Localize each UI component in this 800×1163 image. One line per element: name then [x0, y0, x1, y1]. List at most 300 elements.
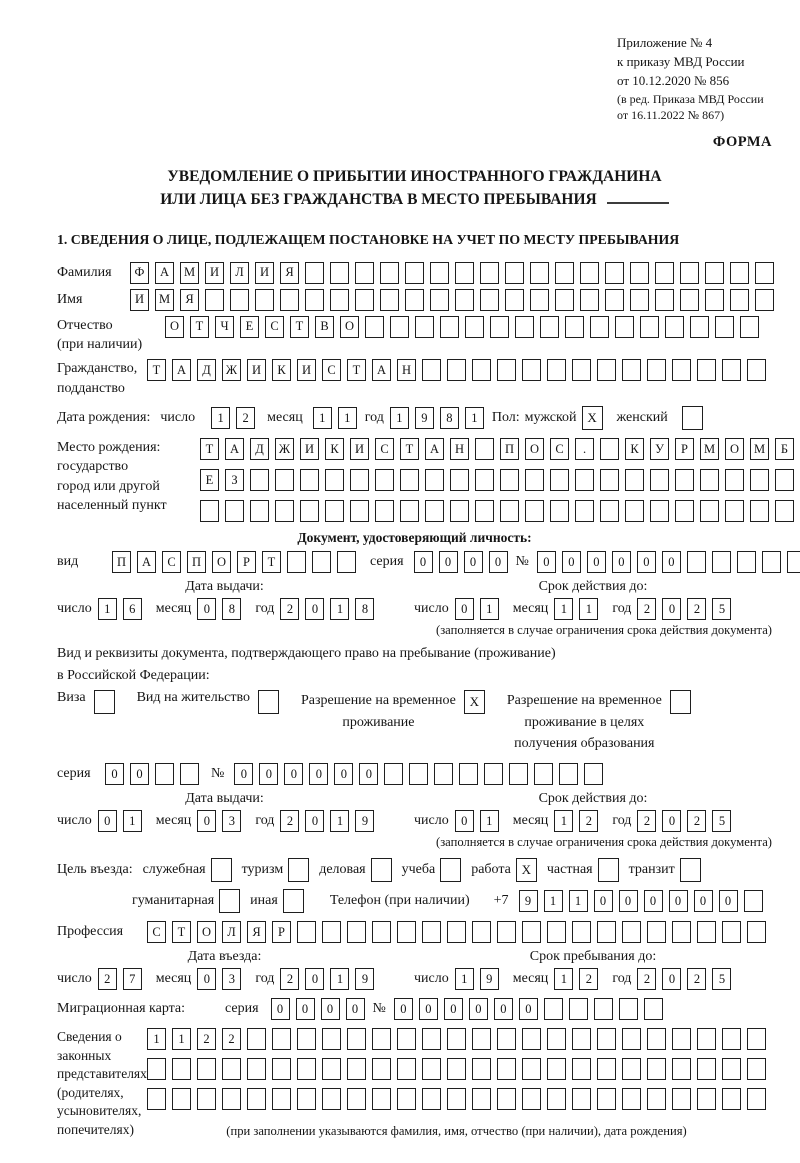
birth-place-cell[interactable] — [500, 469, 519, 491]
birth-place-cell[interactable] — [425, 469, 444, 491]
given-name-cell[interactable] — [505, 289, 524, 311]
entry-year-cell[interactable]: 1 — [330, 968, 349, 990]
birth-year-cell[interactable]: 9 — [415, 407, 434, 429]
doc-number-cell[interactable] — [712, 551, 731, 573]
birth-place-cell[interactable] — [750, 500, 769, 522]
patronymic-cell[interactable] — [540, 316, 559, 338]
given-name-cell[interactable] — [405, 289, 424, 311]
representatives-cell[interactable] — [447, 1058, 466, 1080]
representatives-cell[interactable] — [497, 1028, 516, 1050]
representatives-cell[interactable] — [147, 1058, 166, 1080]
given-name-cell[interactable] — [655, 289, 674, 311]
representatives-cell[interactable] — [697, 1028, 716, 1050]
birth-place-cell[interactable] — [625, 500, 644, 522]
doc-kind-cell[interactable]: Р — [237, 551, 256, 573]
surname-cell[interactable] — [655, 262, 674, 284]
migration-series-cell[interactable]: 0 — [271, 998, 290, 1020]
issue-year-cell[interactable]: 2 — [280, 598, 299, 620]
residence-valid-year-cell[interactable]: 0 — [662, 810, 681, 832]
phone-digit-cell[interactable]: 1 — [569, 890, 588, 912]
representatives-cell[interactable] — [472, 1028, 491, 1050]
representatives-cell[interactable] — [272, 1028, 291, 1050]
patronymic-cell[interactable]: Т — [190, 316, 209, 338]
representatives-cell[interactable] — [547, 1028, 566, 1050]
representatives-cell[interactable] — [672, 1058, 691, 1080]
representatives-cell[interactable] — [547, 1058, 566, 1080]
doc-number-cell[interactable] — [737, 551, 756, 573]
residence-number-cell[interactable] — [484, 763, 503, 785]
entry-year-cell[interactable]: 0 — [305, 968, 324, 990]
given-name-cell[interactable] — [630, 289, 649, 311]
purpose-work-checkbox-cell[interactable]: X — [516, 858, 537, 882]
phone-digit-cell[interactable] — [744, 890, 763, 912]
doc-number-cell[interactable]: 0 — [562, 551, 581, 573]
birth-place-cell[interactable] — [575, 469, 594, 491]
citizenship-cell[interactable]: Д — [197, 359, 216, 381]
birth-month-cell[interactable]: 1 — [338, 407, 357, 429]
doc-number-cell[interactable] — [762, 551, 781, 573]
representatives-cell[interactable] — [622, 1028, 641, 1050]
birth-place-cell[interactable] — [600, 469, 619, 491]
representatives-cell[interactable] — [497, 1088, 516, 1110]
birth-place-cell[interactable] — [625, 469, 644, 491]
profession-cell[interactable] — [747, 921, 766, 943]
valid-year-cell[interactable]: 2 — [637, 598, 656, 620]
migration-number-cell[interactable]: 0 — [469, 998, 488, 1020]
birth-place-cell[interactable]: С — [375, 438, 394, 460]
representatives-cell[interactable] — [747, 1088, 766, 1110]
birth-place-cell[interactable]: И — [300, 438, 319, 460]
representatives-cell[interactable] — [622, 1058, 641, 1080]
birth-place-cell[interactable] — [600, 500, 619, 522]
birth-place-cell[interactable]: И — [350, 438, 369, 460]
residence-number-cell[interactable]: 0 — [334, 763, 353, 785]
profession-cell[interactable] — [322, 921, 341, 943]
surname-cell[interactable]: И — [255, 262, 274, 284]
migration-number-cell[interactable] — [569, 998, 588, 1020]
given-name-cell[interactable] — [380, 289, 399, 311]
given-name-cell[interactable] — [430, 289, 449, 311]
migration-number-cell[interactable]: 0 — [519, 998, 538, 1020]
representatives-cell[interactable] — [522, 1028, 541, 1050]
birth-place-cell[interactable] — [225, 500, 244, 522]
birth-place-cell[interactable]: П — [500, 438, 519, 460]
representatives-cell[interactable] — [197, 1058, 216, 1080]
doc-number-cell[interactable]: 0 — [662, 551, 681, 573]
birth-place-cell[interactable]: С — [550, 438, 569, 460]
representatives-cell[interactable] — [597, 1028, 616, 1050]
doc-kind-cell[interactable]: О — [212, 551, 231, 573]
issue-year-cell[interactable]: 1 — [330, 598, 349, 620]
profession-cell[interactable] — [347, 921, 366, 943]
phone-digit-cell[interactable]: 0 — [669, 890, 688, 912]
birth-place-cell[interactable] — [525, 469, 544, 491]
residence-number-cell[interactable] — [384, 763, 403, 785]
doc-series-cell[interactable]: 0 — [414, 551, 433, 573]
given-name-cell[interactable]: М — [155, 289, 174, 311]
purpose-tourism-checkbox-cell[interactable] — [288, 858, 309, 882]
given-name-cell[interactable] — [280, 289, 299, 311]
birth-year-cell[interactable]: 1 — [465, 407, 484, 429]
phone-digit-cell[interactable]: 9 — [519, 890, 538, 912]
birth-place-cell[interactable]: А — [425, 438, 444, 460]
valid-day-cell[interactable]: 1 — [480, 598, 499, 620]
patronymic-cell[interactable]: О — [165, 316, 184, 338]
surname-cell[interactable] — [605, 262, 624, 284]
profession-cell[interactable] — [547, 921, 566, 943]
birth-year-cell[interactable]: 1 — [390, 407, 409, 429]
migration-number-cell[interactable]: 0 — [394, 998, 413, 1020]
citizenship-cell[interactable]: Т — [147, 359, 166, 381]
representatives-cell[interactable] — [572, 1058, 591, 1080]
residence-issue-month-cell[interactable]: 0 — [197, 810, 216, 832]
surname-cell[interactable] — [480, 262, 499, 284]
birth-place-cell[interactable]: Н — [450, 438, 469, 460]
profession-cell[interactable]: О — [197, 921, 216, 943]
birth-place-cell[interactable] — [725, 469, 744, 491]
representatives-cell[interactable] — [347, 1058, 366, 1080]
birth-place-cell[interactable] — [600, 438, 619, 460]
representatives-cell[interactable] — [522, 1058, 541, 1080]
representatives-cell[interactable] — [422, 1088, 441, 1110]
male-checkbox-cell[interactable]: X — [582, 406, 603, 430]
doc-series-cell[interactable]: 0 — [439, 551, 458, 573]
profession-cell[interactable]: С — [147, 921, 166, 943]
residence-number-cell[interactable]: 0 — [359, 763, 378, 785]
profession-cell[interactable] — [622, 921, 641, 943]
birth-place-cell[interactable] — [350, 469, 369, 491]
representatives-cell[interactable] — [397, 1058, 416, 1080]
birth-place-cell[interactable] — [300, 469, 319, 491]
entry-month-cell[interactable]: 3 — [222, 968, 241, 990]
profession-cell[interactable] — [697, 921, 716, 943]
purpose-private-checkbox-cell[interactable] — [598, 858, 619, 882]
representatives-cell[interactable] — [722, 1088, 741, 1110]
representatives-cell[interactable] — [147, 1088, 166, 1110]
residence-valid-year-cell[interactable]: 2 — [637, 810, 656, 832]
patronymic-cell[interactable] — [740, 316, 759, 338]
profession-cell[interactable] — [672, 921, 691, 943]
birth-place-cell[interactable] — [375, 500, 394, 522]
representatives-cell[interactable]: 2 — [222, 1028, 241, 1050]
birth-place-cell[interactable] — [325, 500, 344, 522]
profession-cell[interactable] — [447, 921, 466, 943]
representatives-cell[interactable] — [622, 1088, 641, 1110]
representatives-cell[interactable] — [172, 1058, 191, 1080]
temp-residence-checkbox-cell[interactable]: X — [464, 690, 485, 714]
representatives-cell[interactable] — [697, 1088, 716, 1110]
doc-number-cell[interactable]: 0 — [612, 551, 631, 573]
birth-place-cell[interactable] — [550, 500, 569, 522]
birth-place-cell[interactable] — [200, 500, 219, 522]
birth-place-cell[interactable] — [300, 500, 319, 522]
profession-cell[interactable]: Л — [222, 921, 241, 943]
birth-place-cell[interactable]: Т — [200, 438, 219, 460]
representatives-cell[interactable] — [597, 1088, 616, 1110]
representatives-cell[interactable] — [422, 1058, 441, 1080]
representatives-cell[interactable] — [172, 1088, 191, 1110]
residence-issue-year-cell[interactable]: 0 — [305, 810, 324, 832]
surname-cell[interactable] — [680, 262, 699, 284]
birth-place-cell[interactable] — [475, 438, 494, 460]
citizenship-cell[interactable]: А — [372, 359, 391, 381]
surname-cell[interactable] — [305, 262, 324, 284]
birth-place-cell[interactable] — [725, 500, 744, 522]
valid-year-cell[interactable]: 5 — [712, 598, 731, 620]
residence-valid-day-cell[interactable]: 1 — [480, 810, 499, 832]
profession-cell[interactable] — [372, 921, 391, 943]
representatives-cell[interactable] — [647, 1088, 666, 1110]
valid-month-cell[interactable]: 1 — [579, 598, 598, 620]
surname-cell[interactable] — [555, 262, 574, 284]
doc-kind-cell[interactable]: П — [112, 551, 131, 573]
residence-series-cell[interactable]: 0 — [130, 763, 149, 785]
citizenship-cell[interactable] — [697, 359, 716, 381]
doc-series-cell[interactable]: 0 — [489, 551, 508, 573]
profession-cell[interactable] — [297, 921, 316, 943]
given-name-cell[interactable] — [455, 289, 474, 311]
phone-digit-cell[interactable]: 0 — [694, 890, 713, 912]
representatives-cell[interactable] — [322, 1028, 341, 1050]
birth-place-cell[interactable] — [450, 469, 469, 491]
representatives-cell[interactable] — [247, 1028, 266, 1050]
birth-place-cell[interactable] — [650, 469, 669, 491]
stay-year-cell[interactable]: 2 — [637, 968, 656, 990]
surname-cell[interactable] — [530, 262, 549, 284]
patronymic-cell[interactable] — [390, 316, 409, 338]
stay-day-cell[interactable]: 1 — [455, 968, 474, 990]
representatives-cell[interactable]: 2 — [197, 1028, 216, 1050]
migration-number-cell[interactable]: 0 — [494, 998, 513, 1020]
citizenship-cell[interactable] — [747, 359, 766, 381]
doc-kind-cell[interactable]: Т — [262, 551, 281, 573]
given-name-cell[interactable] — [255, 289, 274, 311]
citizenship-cell[interactable] — [597, 359, 616, 381]
representatives-cell[interactable] — [397, 1028, 416, 1050]
patronymic-cell[interactable] — [565, 316, 584, 338]
stay-month-cell[interactable]: 2 — [579, 968, 598, 990]
surname-cell[interactable]: Я — [280, 262, 299, 284]
representatives-cell[interactable] — [447, 1028, 466, 1050]
surname-cell[interactable]: И — [205, 262, 224, 284]
phone-digit-cell[interactable]: 1 — [544, 890, 563, 912]
birth-place-cell[interactable] — [500, 500, 519, 522]
citizenship-cell[interactable]: И — [247, 359, 266, 381]
birth-place-cell[interactable]: Б — [775, 438, 794, 460]
birth-place-cell[interactable]: Д — [250, 438, 269, 460]
profession-cell[interactable] — [497, 921, 516, 943]
given-name-cell[interactable]: Я — [180, 289, 199, 311]
surname-cell[interactable] — [580, 262, 599, 284]
migration-series-cell[interactable]: 0 — [296, 998, 315, 1020]
patronymic-cell[interactable]: Е — [240, 316, 259, 338]
patronymic-cell[interactable] — [440, 316, 459, 338]
doc-kind-cell[interactable] — [312, 551, 331, 573]
surname-cell[interactable] — [355, 262, 374, 284]
surname-cell[interactable]: Ф — [130, 262, 149, 284]
representatives-cell[interactable] — [672, 1088, 691, 1110]
entry-year-cell[interactable]: 2 — [280, 968, 299, 990]
surname-cell[interactable] — [630, 262, 649, 284]
purpose-transit-checkbox-cell[interactable] — [680, 858, 701, 882]
visa-checkbox-cell[interactable] — [94, 690, 115, 714]
birth-place-cell[interactable]: М — [700, 438, 719, 460]
entry-month-cell[interactable]: 0 — [197, 968, 216, 990]
doc-kind-cell[interactable] — [287, 551, 306, 573]
doc-number-cell[interactable] — [787, 551, 800, 573]
birth-place-cell[interactable] — [775, 469, 794, 491]
stay-year-cell[interactable]: 0 — [662, 968, 681, 990]
patronymic-cell[interactable] — [515, 316, 534, 338]
doc-kind-cell[interactable]: С — [162, 551, 181, 573]
stay-month-cell[interactable]: 1 — [554, 968, 573, 990]
doc-kind-cell[interactable] — [337, 551, 356, 573]
citizenship-cell[interactable] — [422, 359, 441, 381]
issue-year-cell[interactable]: 0 — [305, 598, 324, 620]
birth-place-cell[interactable]: . — [575, 438, 594, 460]
residence-number-cell[interactable]: 0 — [309, 763, 328, 785]
surname-cell[interactable] — [405, 262, 424, 284]
representatives-cell[interactable] — [372, 1088, 391, 1110]
patronymic-cell[interactable]: Ч — [215, 316, 234, 338]
birth-day-cell[interactable]: 2 — [236, 407, 255, 429]
birth-place-cell[interactable]: К — [325, 438, 344, 460]
doc-number-cell[interactable]: 0 — [637, 551, 656, 573]
migration-number-cell[interactable] — [644, 998, 663, 1020]
residence-number-cell[interactable] — [509, 763, 528, 785]
residence-valid-day-cell[interactable]: 0 — [455, 810, 474, 832]
representatives-cell[interactable] — [647, 1058, 666, 1080]
profession-cell[interactable] — [572, 921, 591, 943]
birth-place-cell[interactable] — [400, 500, 419, 522]
patronymic-cell[interactable] — [365, 316, 384, 338]
patronymic-cell[interactable] — [415, 316, 434, 338]
patronymic-cell[interactable] — [590, 316, 609, 338]
representatives-cell[interactable] — [322, 1058, 341, 1080]
phone-digit-cell[interactable]: 0 — [594, 890, 613, 912]
migration-number-cell[interactable] — [619, 998, 638, 1020]
birth-place-cell[interactable] — [550, 469, 569, 491]
birth-year-cell[interactable]: 8 — [440, 407, 459, 429]
representatives-cell[interactable] — [297, 1028, 316, 1050]
birth-place-cell[interactable] — [700, 469, 719, 491]
patronymic-cell[interactable] — [665, 316, 684, 338]
birth-month-cell[interactable]: 1 — [313, 407, 332, 429]
birth-place-cell[interactable] — [400, 469, 419, 491]
residence-number-cell[interactable]: 0 — [234, 763, 253, 785]
migration-series-cell[interactable]: 0 — [321, 998, 340, 1020]
citizenship-cell[interactable] — [672, 359, 691, 381]
birth-place-cell[interactable] — [575, 500, 594, 522]
purpose-study-checkbox-cell[interactable] — [440, 858, 461, 882]
doc-kind-cell[interactable]: А — [137, 551, 156, 573]
surname-cell[interactable] — [430, 262, 449, 284]
given-name-cell[interactable] — [480, 289, 499, 311]
citizenship-cell[interactable] — [522, 359, 541, 381]
representatives-cell[interactable] — [747, 1028, 766, 1050]
residence-issue-month-cell[interactable]: 3 — [222, 810, 241, 832]
valid-year-cell[interactable]: 2 — [687, 598, 706, 620]
surname-cell[interactable] — [380, 262, 399, 284]
patronymic-cell[interactable] — [465, 316, 484, 338]
patronymic-cell[interactable] — [715, 316, 734, 338]
residence-number-cell[interactable] — [409, 763, 428, 785]
residence-series-cell[interactable]: 0 — [105, 763, 124, 785]
patronymic-cell[interactable] — [490, 316, 509, 338]
given-name-cell[interactable] — [580, 289, 599, 311]
given-name-cell[interactable] — [205, 289, 224, 311]
entry-day-cell[interactable]: 7 — [123, 968, 142, 990]
citizenship-cell[interactable]: Н — [397, 359, 416, 381]
birth-place-cell[interactable] — [675, 500, 694, 522]
representatives-cell[interactable] — [247, 1058, 266, 1080]
birth-place-cell[interactable]: Р — [675, 438, 694, 460]
patronymic-cell[interactable] — [615, 316, 634, 338]
representatives-cell[interactable] — [347, 1028, 366, 1050]
phone-digit-cell[interactable]: 0 — [619, 890, 638, 912]
birth-place-cell[interactable] — [425, 500, 444, 522]
representatives-cell[interactable] — [272, 1088, 291, 1110]
surname-cell[interactable] — [330, 262, 349, 284]
representatives-cell[interactable] — [347, 1088, 366, 1110]
residence-series-cell[interactable] — [180, 763, 199, 785]
citizenship-cell[interactable]: И — [297, 359, 316, 381]
given-name-cell[interactable]: И — [130, 289, 149, 311]
profession-cell[interactable] — [472, 921, 491, 943]
phone-digit-cell[interactable]: 0 — [719, 890, 738, 912]
migration-number-cell[interactable] — [544, 998, 563, 1020]
given-name-cell[interactable] — [330, 289, 349, 311]
given-name-cell[interactable] — [230, 289, 249, 311]
birth-place-cell[interactable] — [250, 469, 269, 491]
patronymic-cell[interactable]: Т — [290, 316, 309, 338]
citizenship-cell[interactable]: К — [272, 359, 291, 381]
representatives-cell[interactable] — [372, 1058, 391, 1080]
birth-place-cell[interactable]: М — [750, 438, 769, 460]
residence-issue-day-cell[interactable]: 1 — [123, 810, 142, 832]
citizenship-cell[interactable]: Ж — [222, 359, 241, 381]
stay-year-cell[interactable]: 5 — [712, 968, 731, 990]
residence-valid-month-cell[interactable]: 1 — [554, 810, 573, 832]
residence-issue-year-cell[interactable]: 9 — [355, 810, 374, 832]
representatives-cell[interactable] — [422, 1028, 441, 1050]
residence-number-cell[interactable] — [584, 763, 603, 785]
birth-place-cell[interactable] — [250, 500, 269, 522]
birth-place-cell[interactable]: А — [225, 438, 244, 460]
migration-number-cell[interactable] — [594, 998, 613, 1020]
representatives-cell[interactable] — [647, 1028, 666, 1050]
given-name-cell[interactable] — [355, 289, 374, 311]
residence-issue-day-cell[interactable]: 0 — [98, 810, 117, 832]
surname-cell[interactable] — [755, 262, 774, 284]
stay-year-cell[interactable]: 2 — [687, 968, 706, 990]
given-name-cell[interactable] — [730, 289, 749, 311]
citizenship-cell[interactable] — [722, 359, 741, 381]
birth-place-cell[interactable] — [675, 469, 694, 491]
valid-year-cell[interactable]: 0 — [662, 598, 681, 620]
representatives-cell[interactable] — [747, 1058, 766, 1080]
profession-cell[interactable] — [397, 921, 416, 943]
birth-place-cell[interactable] — [275, 469, 294, 491]
representatives-cell[interactable] — [572, 1028, 591, 1050]
profession-cell[interactable]: Т — [172, 921, 191, 943]
birth-place-cell[interactable]: Т — [400, 438, 419, 460]
given-name-cell[interactable] — [530, 289, 549, 311]
residence-number-cell[interactable] — [434, 763, 453, 785]
residence-valid-year-cell[interactable]: 2 — [687, 810, 706, 832]
given-name-cell[interactable] — [605, 289, 624, 311]
representatives-cell[interactable] — [397, 1088, 416, 1110]
